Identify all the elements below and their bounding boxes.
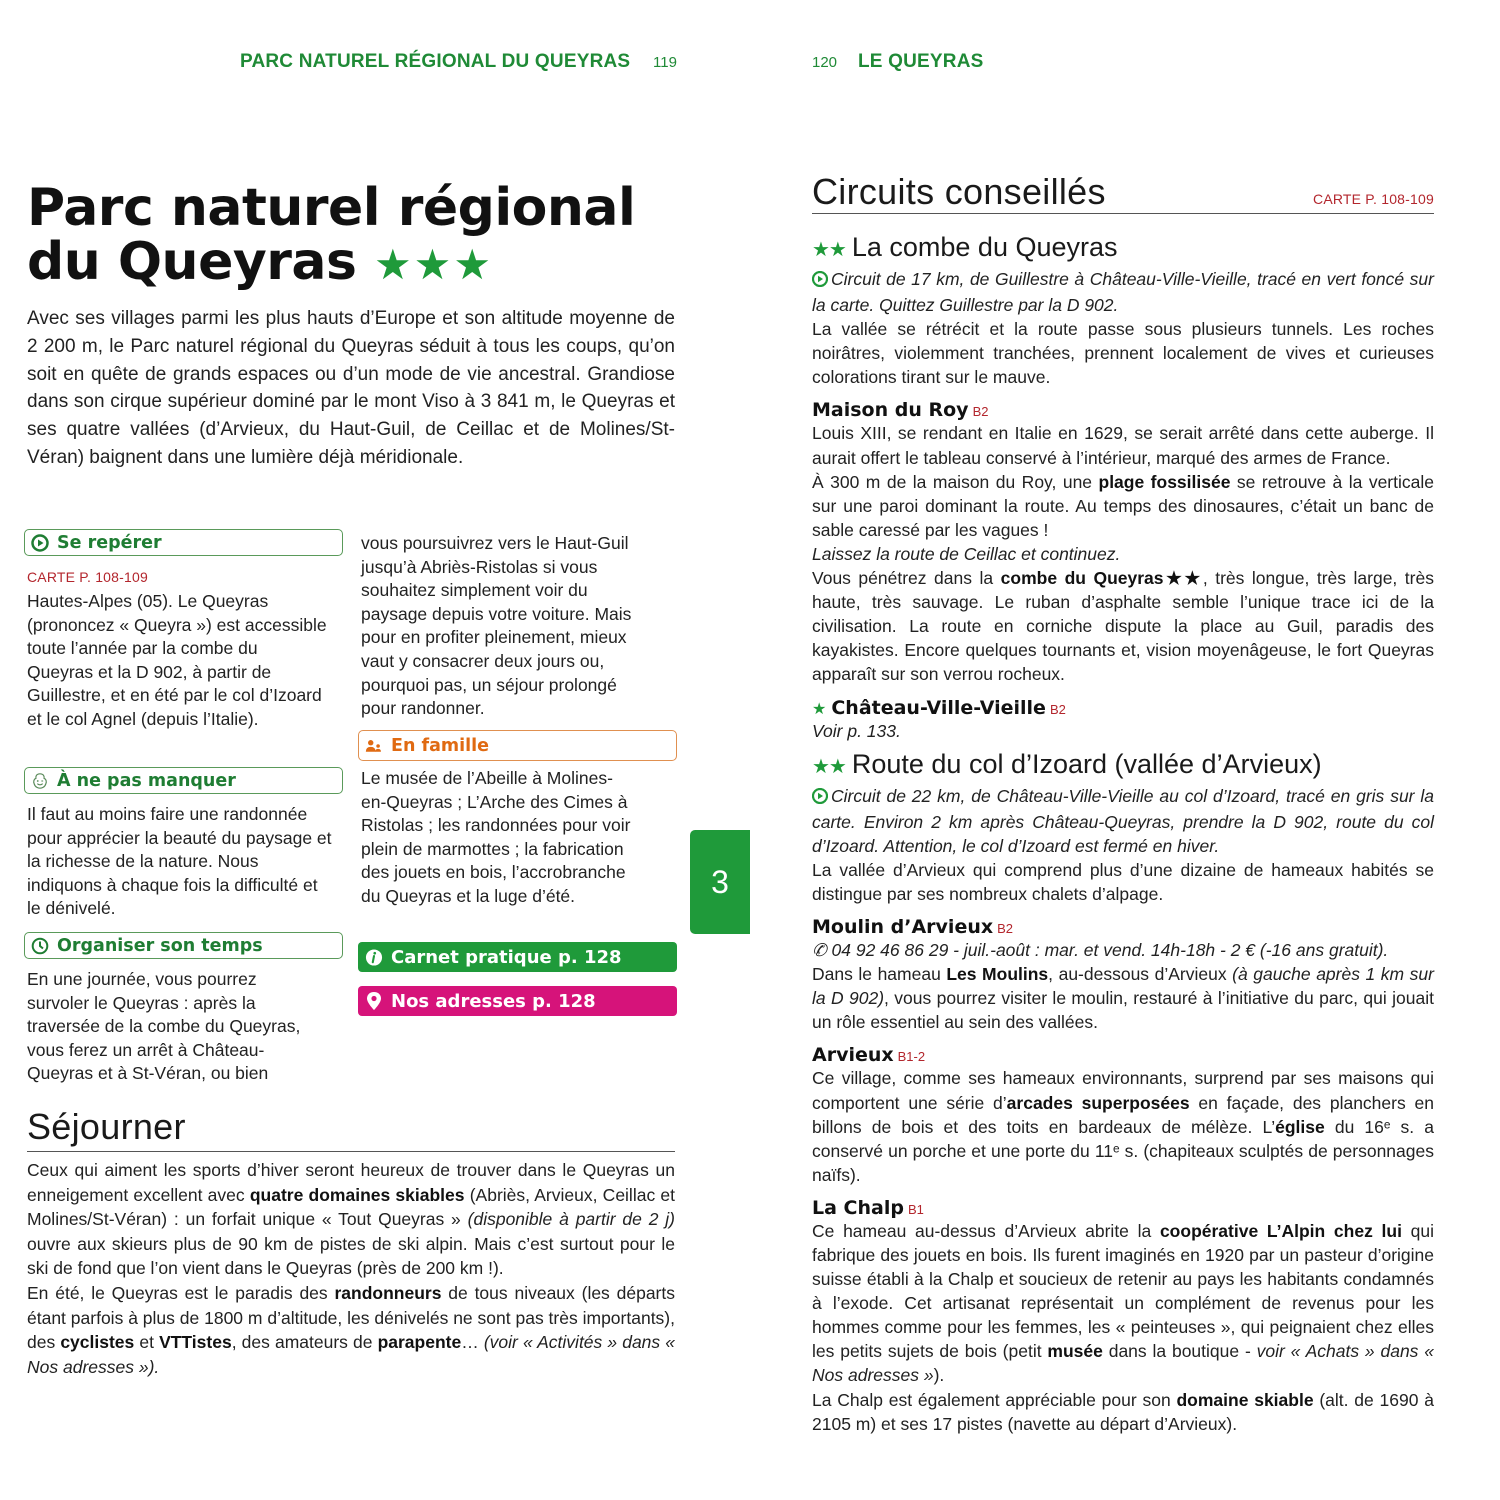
ne-pas-manquer-text: Il faut au moins faire une randonnée pour apprécier la beauté du paysage et la richesse de la nature. Nous indiquons à chaque fois la difficulté et le dénivelé.	[27, 804, 332, 919]
map-pin-icon	[365, 992, 383, 1010]
family-icon	[365, 737, 383, 755]
la-chalp-text: Ce hameau au-dessus d’Arvieux abrite la coopérative L’Alpin chez lui qui fabrique des jouets en bois. Ils furent imaginés en 1920 par un pasteur d’origine suisse établi à la Chalp et soucieux de retenir au pays les habitants condamnés à l’exode. Cet artisanat représentait un complément de revenus pour les hommes comme pour les femmes, les « peinteuses », qui peignaient chez elles les petits sujets de bois (petit musée dans la boutique - voir « Achats » dans « Nos adresses »). La Chalp est également appréciable pour son domaine skiable (alt. de 1690 à 2105 m) et ses 17 pistes (navette au départ d’Arvieux).	[812, 1220, 1435, 1434]
circuits-heading: Circuits conseillés	[812, 171, 1106, 212]
winking-face-icon	[31, 772, 49, 790]
section-divider	[27, 1151, 675, 1152]
circuit-1-heading: ★★ La combe du Queyras	[812, 232, 1118, 262]
left-running-head: PARC NATUREL RÉGIONAL DU QUEYRAS	[240, 51, 631, 72]
two-stars-icon: ★★	[812, 239, 846, 261]
moulin-heading: Moulin d’Arvieux B2	[812, 916, 1014, 939]
play-circle-icon	[812, 786, 828, 810]
en-famille-label: En famille	[391, 735, 490, 756]
carnet-pratique-label: Carnet pratique p. 128	[391, 946, 622, 968]
ne-pas-manquer-label: À ne pas manquer	[57, 770, 236, 791]
right-running-head: LE QUEYRAS	[858, 51, 984, 72]
maison-du-roy-text: Louis XIII, se rendant en Italie en 1629, se serait arrêté dans cette auberge. Il aurait offert le tableau conservé à l’intérieur, marqué des armes de France. À 300 m de la maison du Roy, une plage fossilisée se retrouve à la verticale sur une paroi dominant la route. Au temps des dinosaures, c’était un banc de sable caressé par les vagues ! Laissez la route de Ceillac et continuez. Vous pénétrez dans la combe du Queyras★★, très longue, très large, très haute, très sauvage. Le ruban d’asphalte semble l’unique trace ici de la civilisation. La route en corniche dispute la place au Guil, paradis des kayakistes. Encore quelques tournants et, vision moyenâgeuse, le fort Queyras apparaît sur son verrou rocheux.	[812, 423, 1434, 685]
chateau-text: Voir p. 133.	[812, 720, 901, 741]
phone-icon: ✆	[812, 940, 832, 961]
arvieux-heading: Arvieux B1-2	[812, 1044, 926, 1067]
circuits-carte-reference: CARTE P. 108-109	[1313, 191, 1434, 207]
chapter-tab[interactable]: 3	[690, 830, 750, 934]
organiser-box	[24, 932, 343, 959]
organiser-label: Organiser son temps	[57, 935, 263, 956]
sejourner-p1: Ceux qui aiment les sports d’hiver seront heureux de trouver dans le Queyras un enneigement excellent avec quatre domaines skiables (Abriès, Arvieux, Ceillac et Molines/St-Véran) : un forfait unique « Tout Queyras » (disponible à partir de 2 j) ouvre aux skieurs plus de 90 km de pistes de ski alpin. Mais c’est surtout pour le ski de fond que l’on vient dans le Queyras (près de 200 km !).	[27, 1160, 675, 1279]
two-stars-icon: ★★	[812, 755, 846, 778]
title-line-1: Parc naturel régional	[27, 178, 636, 238]
ne-pas-manquer-box	[24, 767, 343, 794]
right-column	[812, 232, 1434, 1436]
circuit-1-text: La vallée se rétrécit et la route passe sous plusieurs tunnels. Les roches noirâtres, violemment tranchées, prennent localement de vives et curieuses colorations tirant sur le mauve.	[812, 319, 1434, 388]
en-famille-text: Le musée de l’Abeille à Molines-en-Queyras ; L’Arche des Cimes à Ristolas ; les randonnées pour voir plein de marmottes ; la fabrication des jouets en bois, l’accrobranche du Queyras et la luge d’été.	[361, 768, 631, 906]
chateau-ville-vieille-heading: ★ Château-Ville-Vieille B2	[812, 696, 1066, 719]
organiser-text-continued: vous poursuivrez vers le Haut-Guil jusqu’à Abriès-Ristolas si vous souhaitez simplement voir du paysage depuis votre voiture. Mais pour en profiter pleinement, mieux vaut y consacrer deux jours ou, pourquoi pas, un séjour prolongé pour randonner.	[361, 533, 632, 719]
moulin-text: Dans le hameau Les Moulins, au-dessous d’Arvieux (à gauche après 1 km sur la D 902), vous pourrez visiter le moulin, restauré à l’initiative du parc, qui jouait un rôle essentiel au sein des vallées.	[812, 964, 1434, 1033]
one-star-icon: ★	[812, 698, 826, 718]
info-icon	[365, 948, 383, 966]
play-circle-icon	[31, 534, 49, 552]
title-line-2: du Queyras	[27, 232, 357, 292]
play-circle-icon	[812, 269, 828, 293]
carte-reference: CARTE P. 108-109	[27, 569, 148, 585]
carnet-pratique-link[interactable]	[358, 942, 677, 972]
sejourner-p2: En été, le Queyras est le paradis des randonneurs de tous niveaux (les départs étant parfois à plus de 1800 m d’altitude, les dénivelés ne sont pas très importants), des cyclistes et VTTistes, des amateurs de parapente… (voir « Activités » dans « Nos adresses »).	[27, 1282, 675, 1377]
se-reperer-text: Hautes-Alpes (05). Le Queyras (prononcez « Queyra ») est accessible toute l’année par la combe du Queyras et la D 902, à partir de Guillestre, et en été par le col d’Izoard et le col Agnel (depuis l’Italie).	[27, 591, 327, 729]
maison-du-roy-heading: Maison du Roy B2	[812, 399, 989, 422]
sejourner-heading: Séjourner	[27, 1106, 186, 1147]
arvieux-text: Ce village, comme ses hameaux environnants, surprend par ses maisons qui comportent une série d’arcades superposées en façade, des planchers en billons de bois et des toits en bardeaux de mélèze. L’église du 16ᵉ s. a conservé un porche et une porte du 11ᵉ s. (chapiteaux sculptés de personnages naïfs).	[812, 1068, 1434, 1185]
intro-paragraph: Avec ses villages parmi les plus hauts d’Europe et son altitude moyenne de 2 200 m, le Parc naturel régional du Queyras séduit à tous les coups, qu’on soit en quête de grands espaces ou d’un mode de vie ancestral. Grandiose dans son cirque supérieur dominé par le mont Viso à 3 841 m, le Queyras et ses quatre vallées (d’Arvieux, du Haut-Guil, de Ceillac et de Molines/St-Véran) baignent dans une lumière déjà méridionale.	[27, 308, 675, 468]
sejourner-text	[27, 1158, 675, 1379]
page-title	[27, 178, 707, 292]
la-chalp-heading: La Chalp B1	[812, 1196, 924, 1219]
nos-adresses-label: Nos adresses p. 128	[391, 990, 596, 1012]
circuit-2-route: Circuit de 22 km, de Château-Ville-Vieille au col d’Izoard, tracé en gris sur la carte. Environ 2 km après Château-Queyras, prendre la D 902, route du col d’Izoard. Attention, le col d’Izoard est fermé en hiver.	[812, 785, 1434, 856]
moulin-info: ✆ 04 92 46 86 29 - juil.-août : mar. et vend. 14h-18h - 2 € (-16 ans gratuit).	[812, 940, 1389, 961]
se-reperer-label: Se repérer	[57, 532, 162, 553]
se-reperer-box	[24, 529, 343, 556]
circuit-2-text: La vallée d’Arvieux qui comprend plus d’une dizaine de hameaux habités se distingue par ses nombreux chalets d’alpage.	[812, 859, 1434, 904]
rating-stars-icon: ★★★	[374, 240, 493, 289]
organiser-text: En une journée, vous pourrez survoler le Queyras : après la traversée de la combe du Queyras, vous ferez un arrêt à Château-Queyras et à St-Véran, ou bien	[27, 969, 301, 1084]
map-grid-ref: B2	[972, 404, 989, 420]
clock-icon	[31, 937, 49, 955]
nos-adresses-link[interactable]	[358, 986, 677, 1016]
right-page-number: 120	[812, 54, 838, 71]
en-famille-box	[358, 730, 677, 761]
circuit-1-route: Circuit de 17 km, de Guillestre à Château-Ville-Vieille, tracé en vert foncé sur la carte. Quittez Guillestre par la D 902.	[812, 269, 1434, 316]
circuit-2-heading: ★★ Route du col d’Izoard (vallée d’Arvieux)	[812, 748, 1322, 779]
left-page-number: 119	[653, 54, 677, 71]
circuits-divider	[812, 213, 1434, 214]
